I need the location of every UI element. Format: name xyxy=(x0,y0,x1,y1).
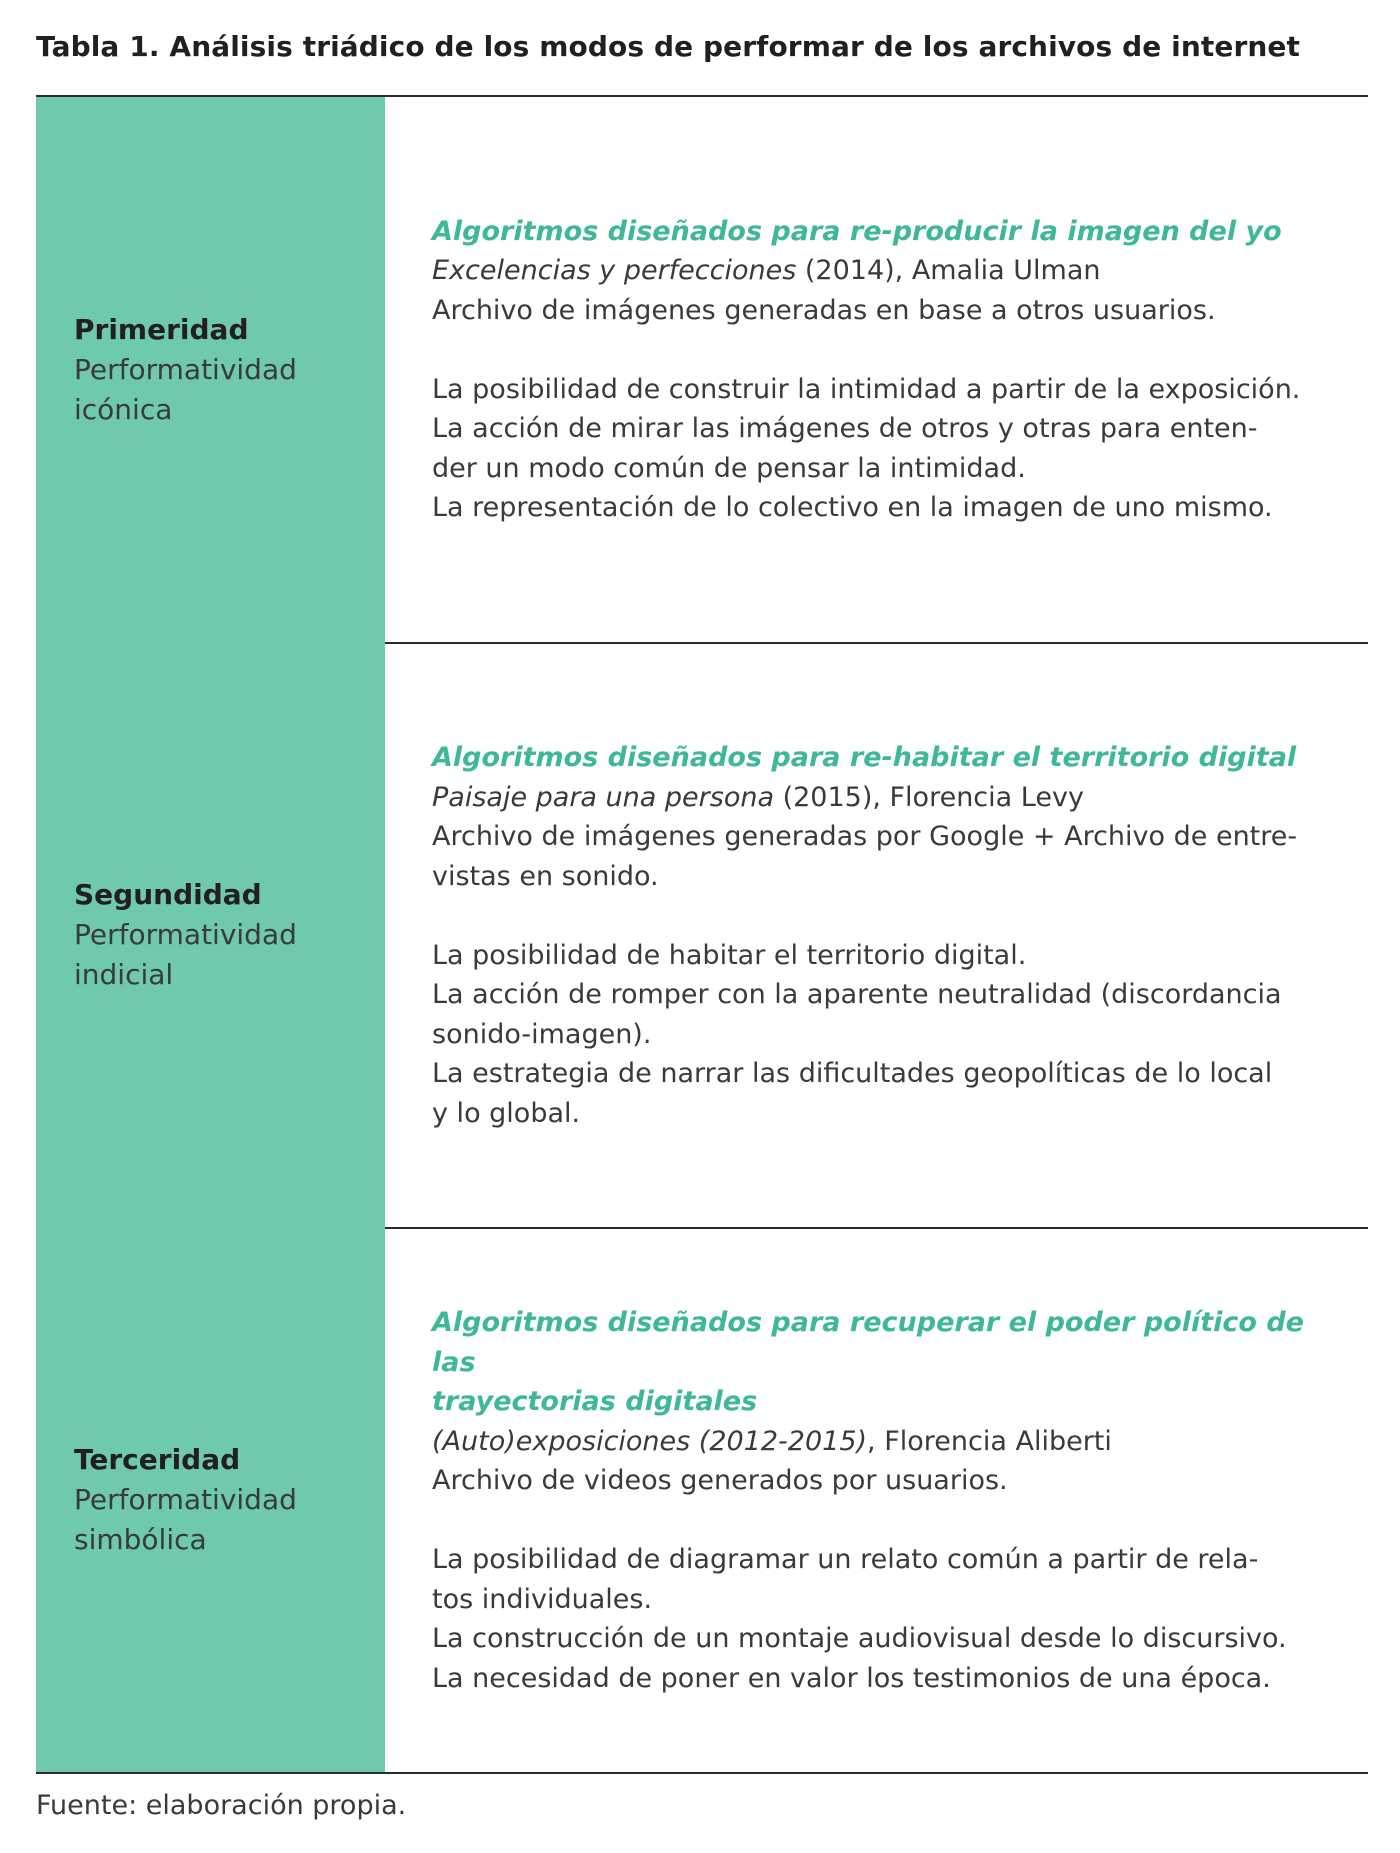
table-title: Tabla 1. Análisis triádico de los modos de performar de los archivos de internet xyxy=(36,30,1300,63)
work-title: Excelencias y perfecciones xyxy=(432,255,797,286)
work-citation xyxy=(432,1422,1338,1462)
row-sublabel: Performatividad icónica xyxy=(74,352,297,426)
table-row-primeridad xyxy=(36,97,1368,642)
work-details: (2015), Florencia Levy xyxy=(774,781,1084,813)
analysis-line: La posibilidad de habitar el territorio digital. xyxy=(432,939,1027,971)
row-label-cell xyxy=(36,1227,385,1772)
row-label: Terceridad xyxy=(74,1442,241,1476)
source-note: Fuente: elaboración propia. xyxy=(36,1790,407,1821)
row-label-cell xyxy=(36,642,385,1227)
analysis-line: La necesidad de poner en valor los testimonios de una época. xyxy=(432,1662,1271,1694)
row-content-cell xyxy=(385,97,1368,642)
row-sublabel: Performatividad indicial xyxy=(74,917,297,991)
analysis-line: La acción de mirar las imágenes de otros y otras para enten- der un modo común de pensar la intimidad. xyxy=(432,413,1258,484)
archive-description: Archivo de imágenes generadas por Google + Archivo de entre- vistas en sonido. xyxy=(432,821,1298,892)
analysis-line: La posibilidad de diagramar un relato común a partir de rela- tos individuales. xyxy=(432,1544,1259,1615)
archive-description: Archivo de imágenes generadas en base a otros usuarios. xyxy=(432,294,1216,326)
row-content-cell xyxy=(385,642,1368,1227)
analysis-line: La posibilidad de construir la intimidad a partir de la exposición. xyxy=(432,373,1301,405)
row-label-cell xyxy=(36,97,385,642)
work-details: , Florencia Aliberti xyxy=(867,1425,1112,1457)
analysis-line: La acción de romper con la aparente neutralidad (discordancia sonido-imagen). xyxy=(432,979,1282,1050)
row-label: Segundidad xyxy=(74,877,262,911)
entry-heading: Algoritmos diseñados para re-producir la imagen del yo xyxy=(432,215,1282,247)
work-citation xyxy=(432,778,1297,818)
row-label: Primeridad xyxy=(74,312,249,346)
table-row-segundidad xyxy=(36,642,1368,1227)
analysis-line: La construcción de un montaje audiovisual desde lo discursivo. xyxy=(432,1623,1287,1654)
entry-heading: Algoritmos diseñados para recuperar el poder político de las trayectorias digitales xyxy=(432,1307,1304,1417)
table-row-terceridad xyxy=(36,1227,1368,1772)
work-title: Paisaje para una persona xyxy=(432,781,774,813)
analysis-line: La estrategia de narrar las dificultades geopolíticas de lo local y lo global. xyxy=(432,1058,1273,1129)
row-content-cell xyxy=(385,1227,1368,1772)
entry-heading: Algoritmos diseñados para re-habitar el territorio digital xyxy=(432,742,1297,773)
work-citation xyxy=(432,251,1300,291)
archive-description: Archivo de videos generados por usuarios. xyxy=(432,1465,1008,1496)
triadic-analysis-table xyxy=(36,95,1368,1774)
row-sublabel: Performatividad simbólica xyxy=(74,1482,297,1556)
work-details: (2014), Amalia Ulman xyxy=(796,255,1101,286)
work-title: (Auto)exposiciones (2012-2015) xyxy=(432,1425,868,1457)
analysis-line: La representación de lo colectivo en la imagen de uno mismo. xyxy=(432,492,1273,523)
